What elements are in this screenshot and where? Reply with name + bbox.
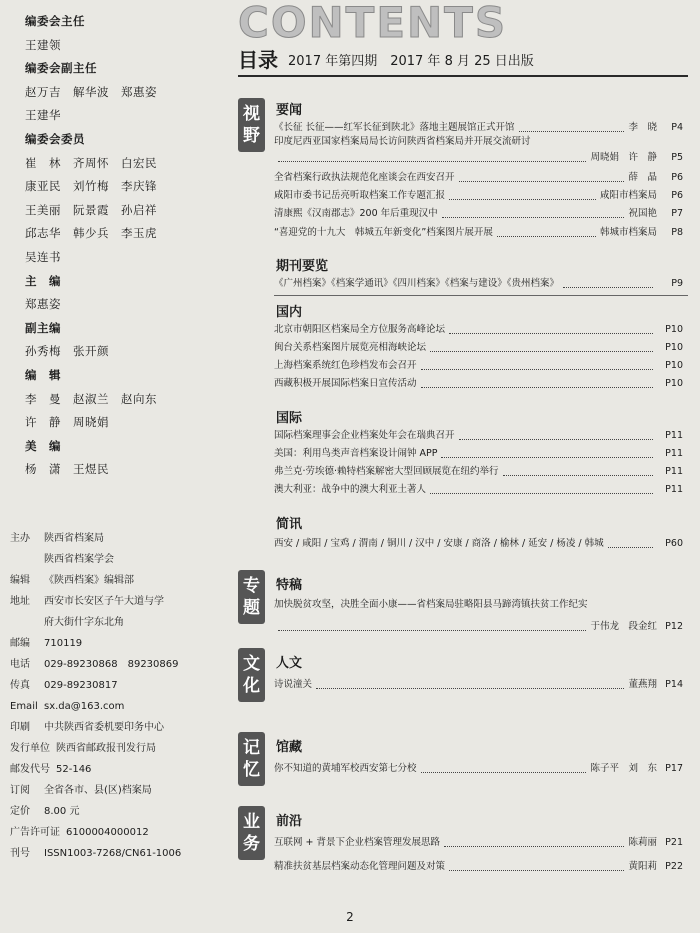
section-tab-char: 忆 — [243, 760, 260, 780]
section-tab-char: 务 — [243, 834, 260, 854]
entry-page: P5 — [671, 152, 683, 163]
toc-entry[interactable] — [274, 377, 683, 391]
pub-info-value: 《陕西档案》编辑部 — [44, 575, 134, 586]
pub-info-label: Email — [10, 701, 38, 712]
leader-dots — [497, 236, 596, 237]
entry-title: 咸阳市委书记岳亮听取档案工作专题汇报 — [274, 190, 446, 201]
toc-entry[interactable] — [274, 189, 683, 203]
entry-title: 澳大利亚：战争中的澳大利亚土著人 — [274, 484, 427, 495]
pub-info-value: 029-89230868 89230869 — [44, 659, 179, 670]
staff-role: 编委会主任 — [25, 14, 85, 28]
leader-dots — [449, 333, 653, 334]
leader-dots — [449, 870, 624, 871]
entry-author: 黄阳莉 — [628, 861, 657, 872]
entry-title: 国际档案理事会企业档案处年会在瑞典召开 — [274, 430, 455, 441]
entry-title: 北京市朝阳区档案局全方位服务高峰论坛 — [274, 324, 446, 335]
leader-dots — [459, 181, 625, 182]
toc-entry[interactable] — [274, 135, 683, 149]
entry-title: 《广州档案》《档案学通讯》《四川档案》《档案与建设》《贵州档案》 — [274, 278, 560, 289]
staff-names: 王建华 — [25, 108, 61, 123]
entry-title: 《长征 长征——红军长征到陕北》落地主题展馆正式开馆 — [274, 122, 515, 133]
entry-page: P17 — [665, 763, 683, 774]
pub-info-row — [10, 570, 220, 591]
entry-author: 咸阳市档案局 — [599, 190, 657, 201]
pub-info-label: 编辑 — [10, 575, 30, 586]
staff-role: 主 编 — [25, 273, 61, 288]
entry-title: 上海档案系统红色珍档发布会召开 — [274, 360, 417, 371]
publication-info — [10, 528, 220, 864]
entry-page: P4 — [671, 122, 683, 133]
subsection-title: 国内 — [276, 305, 303, 320]
leader-dots — [421, 387, 653, 388]
entry-author: 陈子平 刘 东 — [590, 763, 657, 774]
section-tab-char: 野 — [243, 126, 260, 146]
pub-info-label: 传真 — [10, 680, 30, 691]
subsection-title: 简讯 — [276, 517, 303, 532]
pub-info-row — [10, 780, 220, 801]
leader-dots — [503, 475, 653, 476]
pub-info-row — [10, 738, 220, 759]
staff-names: 吴连书 — [25, 249, 61, 264]
entry-author: 周晓娟 许 静 — [590, 152, 657, 163]
pub-info-value: 710119 — [44, 638, 83, 649]
pub-info-row — [10, 633, 220, 654]
subsection-title: 国际 — [276, 411, 303, 426]
entry-page: P10 — [665, 378, 683, 389]
pub-info-label: 邮发代号 — [10, 764, 50, 775]
entry-page: P8 — [671, 227, 683, 238]
staff-role: 编 辑 — [25, 367, 61, 382]
toc-entry[interactable] — [274, 537, 683, 551]
entry-title: 美国：利用鸟类声音档案设计闹钟 APP — [274, 448, 438, 459]
pub-info-value: 8.00 元 — [44, 806, 80, 817]
leader-dots — [316, 688, 624, 689]
leader-dots — [278, 630, 586, 631]
leader-dots — [421, 772, 587, 773]
pub-info-label: 电话 — [10, 659, 30, 670]
pub-info-value: sx.da@163.com — [44, 701, 125, 712]
entry-title: 全省档案行政执法规范化座谈会在西安召开 — [274, 172, 455, 183]
leader-dots — [519, 131, 625, 132]
editorial-board — [10, 10, 220, 482]
pub-info-row — [10, 591, 220, 612]
contents-heading: CONTENTS — [238, 0, 508, 47]
subsection-title: 要闻 — [276, 103, 303, 118]
toc-entry[interactable] — [274, 341, 683, 355]
pub-info-row — [10, 654, 220, 675]
pub-info-row — [10, 843, 220, 864]
pub-info-value: 陕西省档案学会 — [44, 554, 114, 565]
leader-dots — [444, 846, 624, 847]
page-number: 2 — [346, 910, 354, 924]
toc-entry[interactable] — [274, 598, 683, 612]
entry-page: P22 — [665, 861, 683, 872]
entry-page: P6 — [671, 190, 683, 201]
entry-author: 董燕翔 — [628, 679, 657, 690]
toc-entry[interactable] — [274, 207, 683, 221]
leader-dots — [278, 161, 586, 162]
toc-entry[interactable] — [274, 121, 683, 135]
pub-info-label — [10, 612, 38, 633]
entry-title: 诗说潼关 — [274, 679, 313, 690]
entry-page: P11 — [665, 430, 683, 441]
pub-info-value: 西安市长安区子午大道与学 — [44, 596, 164, 607]
staff-names: 王美丽 阮景霞 孙启祥 — [25, 202, 157, 217]
staff-names: 康亚民 刘竹梅 李庆锋 — [25, 179, 157, 194]
contents-column — [238, 0, 688, 933]
section-tab — [238, 648, 265, 702]
section-tab-char: 业 — [243, 812, 260, 832]
entry-author: 陈莉丽 — [628, 837, 657, 848]
staff-names: 李 曼 赵淑兰 赵向东 — [25, 391, 157, 406]
issue-header — [238, 45, 688, 77]
entry-title: 你不知道的黄埔军校西安第七分校 — [274, 763, 417, 774]
entry-page: P10 — [665, 324, 683, 335]
section-tab-char: 视 — [243, 104, 260, 124]
section-tab — [238, 732, 265, 786]
entry-author: 薛 晶 — [628, 172, 657, 183]
subsection-title: 馆藏 — [276, 740, 303, 755]
leader-dots — [442, 217, 625, 218]
mulu-title: 目录 — [238, 48, 278, 72]
entry-title: 印度尼西亚国家档案局局长访问陕西省档案局并开展交流研讨 — [274, 136, 531, 147]
toc-entry[interactable] — [274, 836, 683, 850]
toc-entry[interactable] — [274, 860, 683, 874]
pub-info-label: 主办 — [10, 533, 30, 544]
section-tab — [238, 806, 265, 860]
divider — [274, 295, 688, 296]
leader-dots — [563, 287, 653, 288]
staff-names: 邱志华 韩少兵 李玉虎 — [25, 226, 157, 241]
leader-dots — [449, 199, 596, 200]
pub-info-value: ISSN1003-7268/CN61-1006 — [44, 848, 182, 859]
entry-title: 弗兰克·劳埃德·赖特档案解密大型回顾展览在纽约举行 — [274, 466, 499, 477]
entry-page: P11 — [665, 466, 683, 477]
pub-info-label: 地址 — [10, 596, 30, 607]
pub-info-value: 全省各市、县(区)档案局 — [44, 785, 152, 796]
staff-role: 编委会委员 — [25, 131, 85, 146]
entry-page: P11 — [665, 448, 683, 459]
pub-info-row — [10, 528, 220, 549]
entry-page: P14 — [665, 679, 683, 690]
pub-info-label: 邮编 — [10, 638, 30, 649]
entry-page: P11 — [665, 484, 683, 495]
toc-entry[interactable] — [274, 465, 683, 479]
toc-entry[interactable] — [274, 620, 683, 634]
subsection-title: 前沿 — [276, 814, 303, 829]
leader-dots — [441, 457, 653, 458]
subsection-title: 期刊要览 — [276, 259, 329, 274]
toc-entry[interactable] — [274, 323, 683, 337]
pub-info-value: 陕西省邮政报刊发行局 — [56, 743, 156, 754]
section-tab-char: 记 — [243, 738, 260, 758]
leader-dots — [421, 369, 653, 370]
pub-info-row — [10, 717, 220, 738]
staff-role: 副主编 — [25, 320, 61, 335]
entry-page: P21 — [665, 837, 683, 848]
toc-entry[interactable] — [274, 762, 683, 776]
leader-dots — [430, 351, 653, 352]
pub-info-value: 029-89230817 — [44, 680, 118, 691]
entry-author: 于伟龙 段金红 — [590, 621, 657, 632]
pub-info-value: 6100004000012 — [66, 827, 149, 838]
leader-dots — [459, 439, 653, 440]
section-tab-char: 文 — [243, 654, 260, 674]
entry-author: 祝国艳 — [628, 208, 657, 219]
entry-title: 精准扶贫基层档案动态化管理问题及对策 — [274, 861, 446, 872]
pub-info-row — [10, 696, 220, 717]
issue-info: 2017 年第四期 2017 年 8 月 25 日出版 — [288, 54, 534, 69]
pub-info-label: 发行单位 — [10, 743, 50, 754]
entry-title: 闽台关系档案图片展览亮相海峡论坛 — [274, 342, 427, 353]
pub-info-label — [10, 549, 38, 570]
toc-entry[interactable] — [274, 678, 683, 692]
toc-entry[interactable] — [274, 226, 683, 240]
staff-names: 郑惠姿 — [25, 297, 61, 312]
toc-entry[interactable] — [274, 151, 683, 165]
toc-entry[interactable] — [274, 171, 683, 185]
staff-names: 孙秀梅 张开颜 — [25, 344, 109, 359]
pub-info-row — [10, 801, 220, 822]
pub-info-row — [10, 549, 220, 570]
staff-names: 赵万吉 解华波 郑惠姿 — [25, 84, 157, 99]
pub-info-row — [10, 612, 220, 633]
section-tab — [238, 570, 265, 624]
subsection-title: 人文 — [276, 656, 303, 671]
section-tab-char: 题 — [243, 598, 260, 618]
pub-info-label: 订阅 — [10, 785, 30, 796]
entry-page: P7 — [671, 208, 683, 219]
staff-names: 许 静 周晓娟 — [25, 415, 109, 430]
toc-entry[interactable] — [274, 359, 683, 373]
entry-page: P9 — [671, 278, 683, 289]
subsection-title: 特稿 — [276, 578, 303, 593]
pub-info-value: 陕西省档案局 — [44, 533, 104, 544]
pub-info-value: 52-146 — [56, 764, 92, 775]
entry-author: 韩城市档案局 — [599, 227, 657, 238]
leader-dots — [608, 547, 653, 548]
entry-page: P6 — [671, 172, 683, 183]
toc-entry[interactable] — [274, 483, 683, 497]
entry-page: P12 — [665, 621, 683, 632]
leader-dots — [430, 493, 653, 494]
toc-entry[interactable] — [274, 277, 683, 291]
pub-info-label: 印刷 — [10, 722, 30, 733]
pub-info-row — [10, 822, 220, 843]
entry-author: 李 晓 — [628, 122, 657, 133]
entry-title: 加快脱贫攻坚，决胜全面小康——省档案局驻略阳县马蹄湾镇扶贫工作纪实 — [274, 599, 588, 610]
entry-title: 互联网 + 背景下企业档案管理发展思路 — [274, 837, 440, 848]
entry-page: P60 — [665, 538, 683, 549]
toc-entry[interactable] — [274, 429, 683, 443]
pub-info-row — [10, 759, 220, 780]
pub-info-value: 中共陕西省委机要印务中心 — [44, 722, 164, 733]
entry-title: “喜迎党的十九大 韩城五年新变化”档案图片展开展 — [274, 227, 493, 238]
entry-page: P10 — [665, 342, 683, 353]
entry-title: 西安 / 咸阳 / 宝鸡 / 渭南 / 铜川 / 汉中 / 安康 / 商洛 / 榆林 / 延安 / 杨凌 / 韩城 — [274, 538, 604, 549]
entry-page: P10 — [665, 360, 683, 371]
toc-entry[interactable] — [274, 447, 683, 461]
section-tab — [238, 98, 265, 152]
pub-info-value: 府大街什字东北角 — [44, 617, 124, 628]
staff-role: 美 编 — [25, 438, 61, 453]
pub-info-label: 刊号 — [10, 848, 30, 859]
pub-info-label: 广告许可证 — [10, 827, 60, 838]
staff-names: 杨 潇 王煜民 — [25, 462, 109, 477]
staff-role: 编委会副主任 — [25, 61, 97, 76]
staff-names: 王建领 — [25, 37, 61, 52]
pub-info-row — [10, 675, 220, 696]
entry-title: 西藏积极开展国际档案日宣传活动 — [274, 378, 417, 389]
entry-title: 清康熙《汉南郡志》200 年后重现汉中 — [274, 208, 438, 219]
section-tab-char: 化 — [243, 676, 260, 696]
section-tab-char: 专 — [243, 576, 260, 596]
pub-info-label: 定价 — [10, 806, 30, 817]
staff-names: 崔 林 齐周怀 白宏民 — [25, 155, 157, 170]
